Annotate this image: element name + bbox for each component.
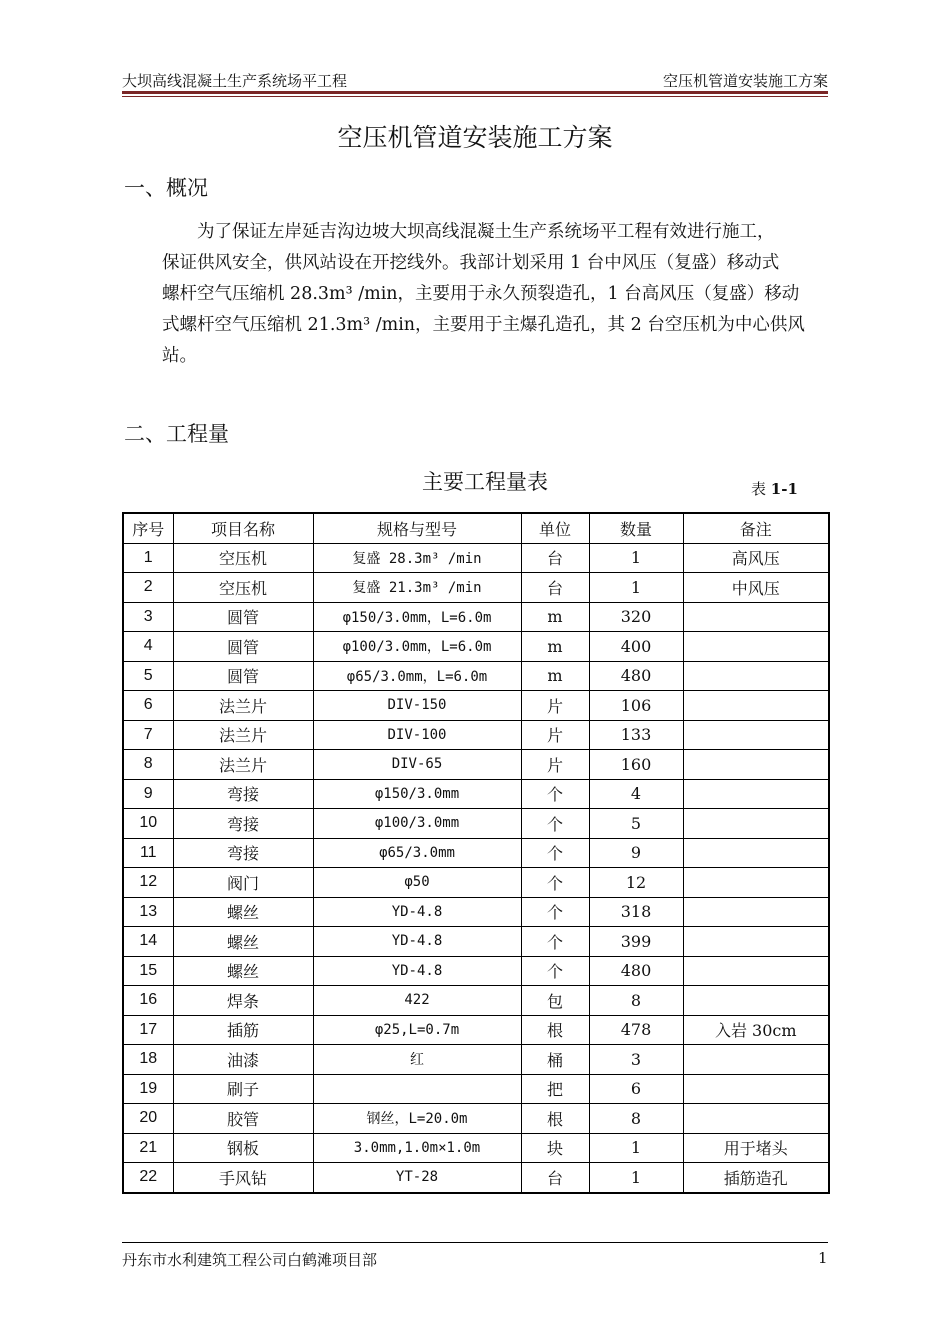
table-header-row [123,513,829,543]
cell-unit: 片 [521,691,589,721]
cell-item: 法兰片 [173,750,313,780]
cell-index: 11 [123,838,173,868]
cell-remark [683,986,829,1016]
cell-remark [683,632,829,662]
header-cell-quantity: 数量 [589,513,683,543]
cell-quantity: 5 [589,809,683,839]
table-row [123,779,829,809]
table-body [123,543,829,1193]
cell-remark [683,956,829,986]
cell-index: 19 [123,1074,173,1104]
cell-unit: m [521,661,589,691]
cell-spec: DIV-150 [313,691,521,721]
cell-index: 22 [123,1163,173,1193]
cell-spec: 红 [313,1045,521,1075]
table-row [123,720,829,750]
header-project-name: 大坝高线混凝土生产系统场平工程 [122,72,348,90]
cell-unit: 个 [521,897,589,927]
cell-spec: 钢丝，L=20.0m [313,1104,521,1134]
section-heading-quantities: 二、工程量 [124,422,229,446]
cell-quantity: 320 [589,602,683,632]
cell-quantity: 1 [589,1163,683,1193]
cell-unit: 片 [521,750,589,780]
cell-unit: m [521,632,589,662]
cell-remark: 用于堵头 [683,1133,829,1163]
cell-remark [683,927,829,957]
cell-index: 7 [123,720,173,750]
cell-item: 插筋 [173,1015,313,1045]
cell-unit: 个 [521,927,589,957]
header-cell-spec: 规格与型号 [313,513,521,543]
table-row [123,1104,829,1134]
table-row [123,632,829,662]
cell-quantity: 3 [589,1045,683,1075]
cell-remark [683,1045,829,1075]
table-number [751,478,798,499]
cell-unit: 个 [521,956,589,986]
cell-unit: 根 [521,1015,589,1045]
cell-quantity: 133 [589,720,683,750]
cell-spec: 复盛 28.3m³ /min [313,543,521,573]
cell-item: 弯接 [173,809,313,839]
cell-index: 16 [123,986,173,1016]
paragraph-line: 保证供风安全，供风站设在开挖线外。我部计划采用 1 台中风压（复盛）移动式 [162,253,780,273]
table-row [123,1045,829,1075]
cell-spec: φ150/3.0mm，L=6.0m [313,602,521,632]
cell-unit: 块 [521,1133,589,1163]
cell-unit: m [521,602,589,632]
quantity-table [122,512,830,1194]
table-row [123,691,829,721]
cell-remark [683,750,829,780]
footer-company: 丹东市水利建筑工程公司白鹤滩项目部 [122,1251,378,1269]
table-row [123,838,829,868]
overview-paragraph [162,217,828,372]
table-row [123,809,829,839]
cell-remark [683,868,829,898]
cell-item: 螺丝 [173,927,313,957]
cell-index: 2 [123,573,173,603]
cell-quantity: 160 [589,750,683,780]
cell-unit: 包 [521,986,589,1016]
cell-remark [683,691,829,721]
cell-index: 5 [123,661,173,691]
cell-spec: 3.0mm,1.0m×1.0m [313,1133,521,1163]
paragraph-line: 站。 [162,346,197,366]
table-row [123,868,829,898]
cell-spec: φ100/3.0mm，L=6.0m [313,632,521,662]
cell-item: 阀门 [173,868,313,898]
cell-unit: 片 [521,720,589,750]
cell-quantity: 106 [589,691,683,721]
table-row [123,927,829,957]
table-row [123,602,829,632]
footer-rule [122,1242,828,1243]
page-number: 1 [818,1249,828,1267]
header-rule-thin [122,96,828,97]
cell-unit: 台 [521,543,589,573]
cell-index: 21 [123,1133,173,1163]
cell-quantity: 8 [589,986,683,1016]
cell-item: 圆管 [173,632,313,662]
cell-quantity: 480 [589,956,683,986]
cell-remark: 入岩 30cm [683,1015,829,1045]
cell-remark [683,720,829,750]
cell-unit: 把 [521,1074,589,1104]
cell-spec: φ65/3.0mm，L=6.0m [313,661,521,691]
cell-index: 9 [123,779,173,809]
table-row [123,1015,829,1045]
cell-remark [683,1104,829,1134]
cell-index: 15 [123,956,173,986]
cell-index: 8 [123,750,173,780]
cell-index: 4 [123,632,173,662]
cell-index: 17 [123,1015,173,1045]
table-row [123,1133,829,1163]
cell-remark: 插筋造孔 [683,1163,829,1193]
cell-spec: 422 [313,986,521,1016]
cell-spec: YD-4.8 [313,927,521,957]
cell-item: 焊条 [173,986,313,1016]
cell-remark [683,779,829,809]
document-title: 空压机管道安装施工方案 [337,123,613,152]
cell-item: 圆管 [173,602,313,632]
cell-item: 螺丝 [173,956,313,986]
cell-unit: 桶 [521,1045,589,1075]
table-number-value: 1-1 [770,480,798,498]
paragraph-line: 为了保证左岸延吉沟边坡大坝高线混凝土生产系统场平工程有效进行施工， [197,222,775,242]
cell-remark [683,602,829,632]
cell-unit: 个 [521,779,589,809]
table-title: 主要工程量表 [422,470,548,494]
cell-item: 螺丝 [173,897,313,927]
cell-unit: 根 [521,1104,589,1134]
cell-remark [683,897,829,927]
cell-item: 空压机 [173,573,313,603]
cell-spec [313,1074,521,1104]
cell-index: 10 [123,809,173,839]
table-row [123,956,829,986]
cell-item: 弯接 [173,838,313,868]
paragraph-line: 式螺杆空气压缩机 21.3m³ /min，主要用于主爆孔造孔，其 2 台空压机为中心供风 [162,315,805,335]
cell-spec: YT-28 [313,1163,521,1193]
cell-remark [683,838,829,868]
cell-remark: 高风压 [683,543,829,573]
cell-index: 6 [123,691,173,721]
cell-unit: 个 [521,868,589,898]
header-doc-name: 空压机管道安装施工方案 [662,72,828,90]
cell-spec: φ150/3.0mm [313,779,521,809]
cell-quantity: 478 [589,1015,683,1045]
cell-item: 刷子 [173,1074,313,1104]
cell-item: 弯接 [173,779,313,809]
cell-spec: φ25,L=0.7m [313,1015,521,1045]
header-rule-thick [122,91,828,94]
cell-spec: φ100/3.0mm [313,809,521,839]
cell-quantity: 1 [589,1133,683,1163]
cell-spec: 复盛 21.3m³ /min [313,573,521,603]
cell-unit: 台 [521,1163,589,1193]
cell-item: 钢板 [173,1133,313,1163]
header-cell-remark: 备注 [683,513,829,543]
cell-unit: 个 [521,838,589,868]
header-cell-unit: 单位 [521,513,589,543]
cell-index: 14 [123,927,173,957]
cell-quantity: 8 [589,1104,683,1134]
cell-spec: DIV-65 [313,750,521,780]
cell-spec: YD-4.8 [313,956,521,986]
cell-item: 手风钻 [173,1163,313,1193]
table-row [123,661,829,691]
cell-quantity: 6 [589,1074,683,1104]
header-cell-index: 序号 [123,513,173,543]
cell-quantity: 399 [589,927,683,957]
cell-quantity: 318 [589,897,683,927]
cell-remark: 中风压 [683,573,829,603]
cell-remark [683,661,829,691]
cell-item: 法兰片 [173,720,313,750]
cell-quantity: 9 [589,838,683,868]
table-number-prefix: 表 [751,480,771,498]
cell-index: 18 [123,1045,173,1075]
paragraph-line: 螺杆空气压缩机 28.3m³ /min，主要用于永久预裂造孔，1 台高风压（复盛）移动 [162,284,800,304]
table-row [123,750,829,780]
cell-item: 空压机 [173,543,313,573]
cell-spec: φ65/3.0mm [313,838,521,868]
cell-spec: φ50 [313,868,521,898]
cell-quantity: 1 [589,573,683,603]
table-row [123,1074,829,1104]
header-cell-item: 项目名称 [173,513,313,543]
table-row [123,573,829,603]
table-row [123,897,829,927]
cell-remark [683,809,829,839]
cell-item: 胶管 [173,1104,313,1134]
cell-index: 3 [123,602,173,632]
page-header [122,70,828,92]
cell-item: 法兰片 [173,691,313,721]
table-row [123,543,829,573]
cell-index: 20 [123,1104,173,1134]
cell-unit: 台 [521,573,589,603]
cell-item: 圆管 [173,661,313,691]
cell-quantity: 12 [589,868,683,898]
cell-spec: YD-4.8 [313,897,521,927]
cell-remark [683,1074,829,1104]
cell-quantity: 480 [589,661,683,691]
cell-unit: 个 [521,809,589,839]
cell-index: 13 [123,897,173,927]
cell-quantity: 1 [589,543,683,573]
table-row [123,986,829,1016]
cell-index: 1 [123,543,173,573]
table-row [123,1163,829,1193]
section-heading-overview: 一、概况 [124,176,208,200]
cell-item: 油漆 [173,1045,313,1075]
cell-quantity: 4 [589,779,683,809]
cell-index: 12 [123,868,173,898]
cell-quantity: 400 [589,632,683,662]
cell-spec: DIV-100 [313,720,521,750]
